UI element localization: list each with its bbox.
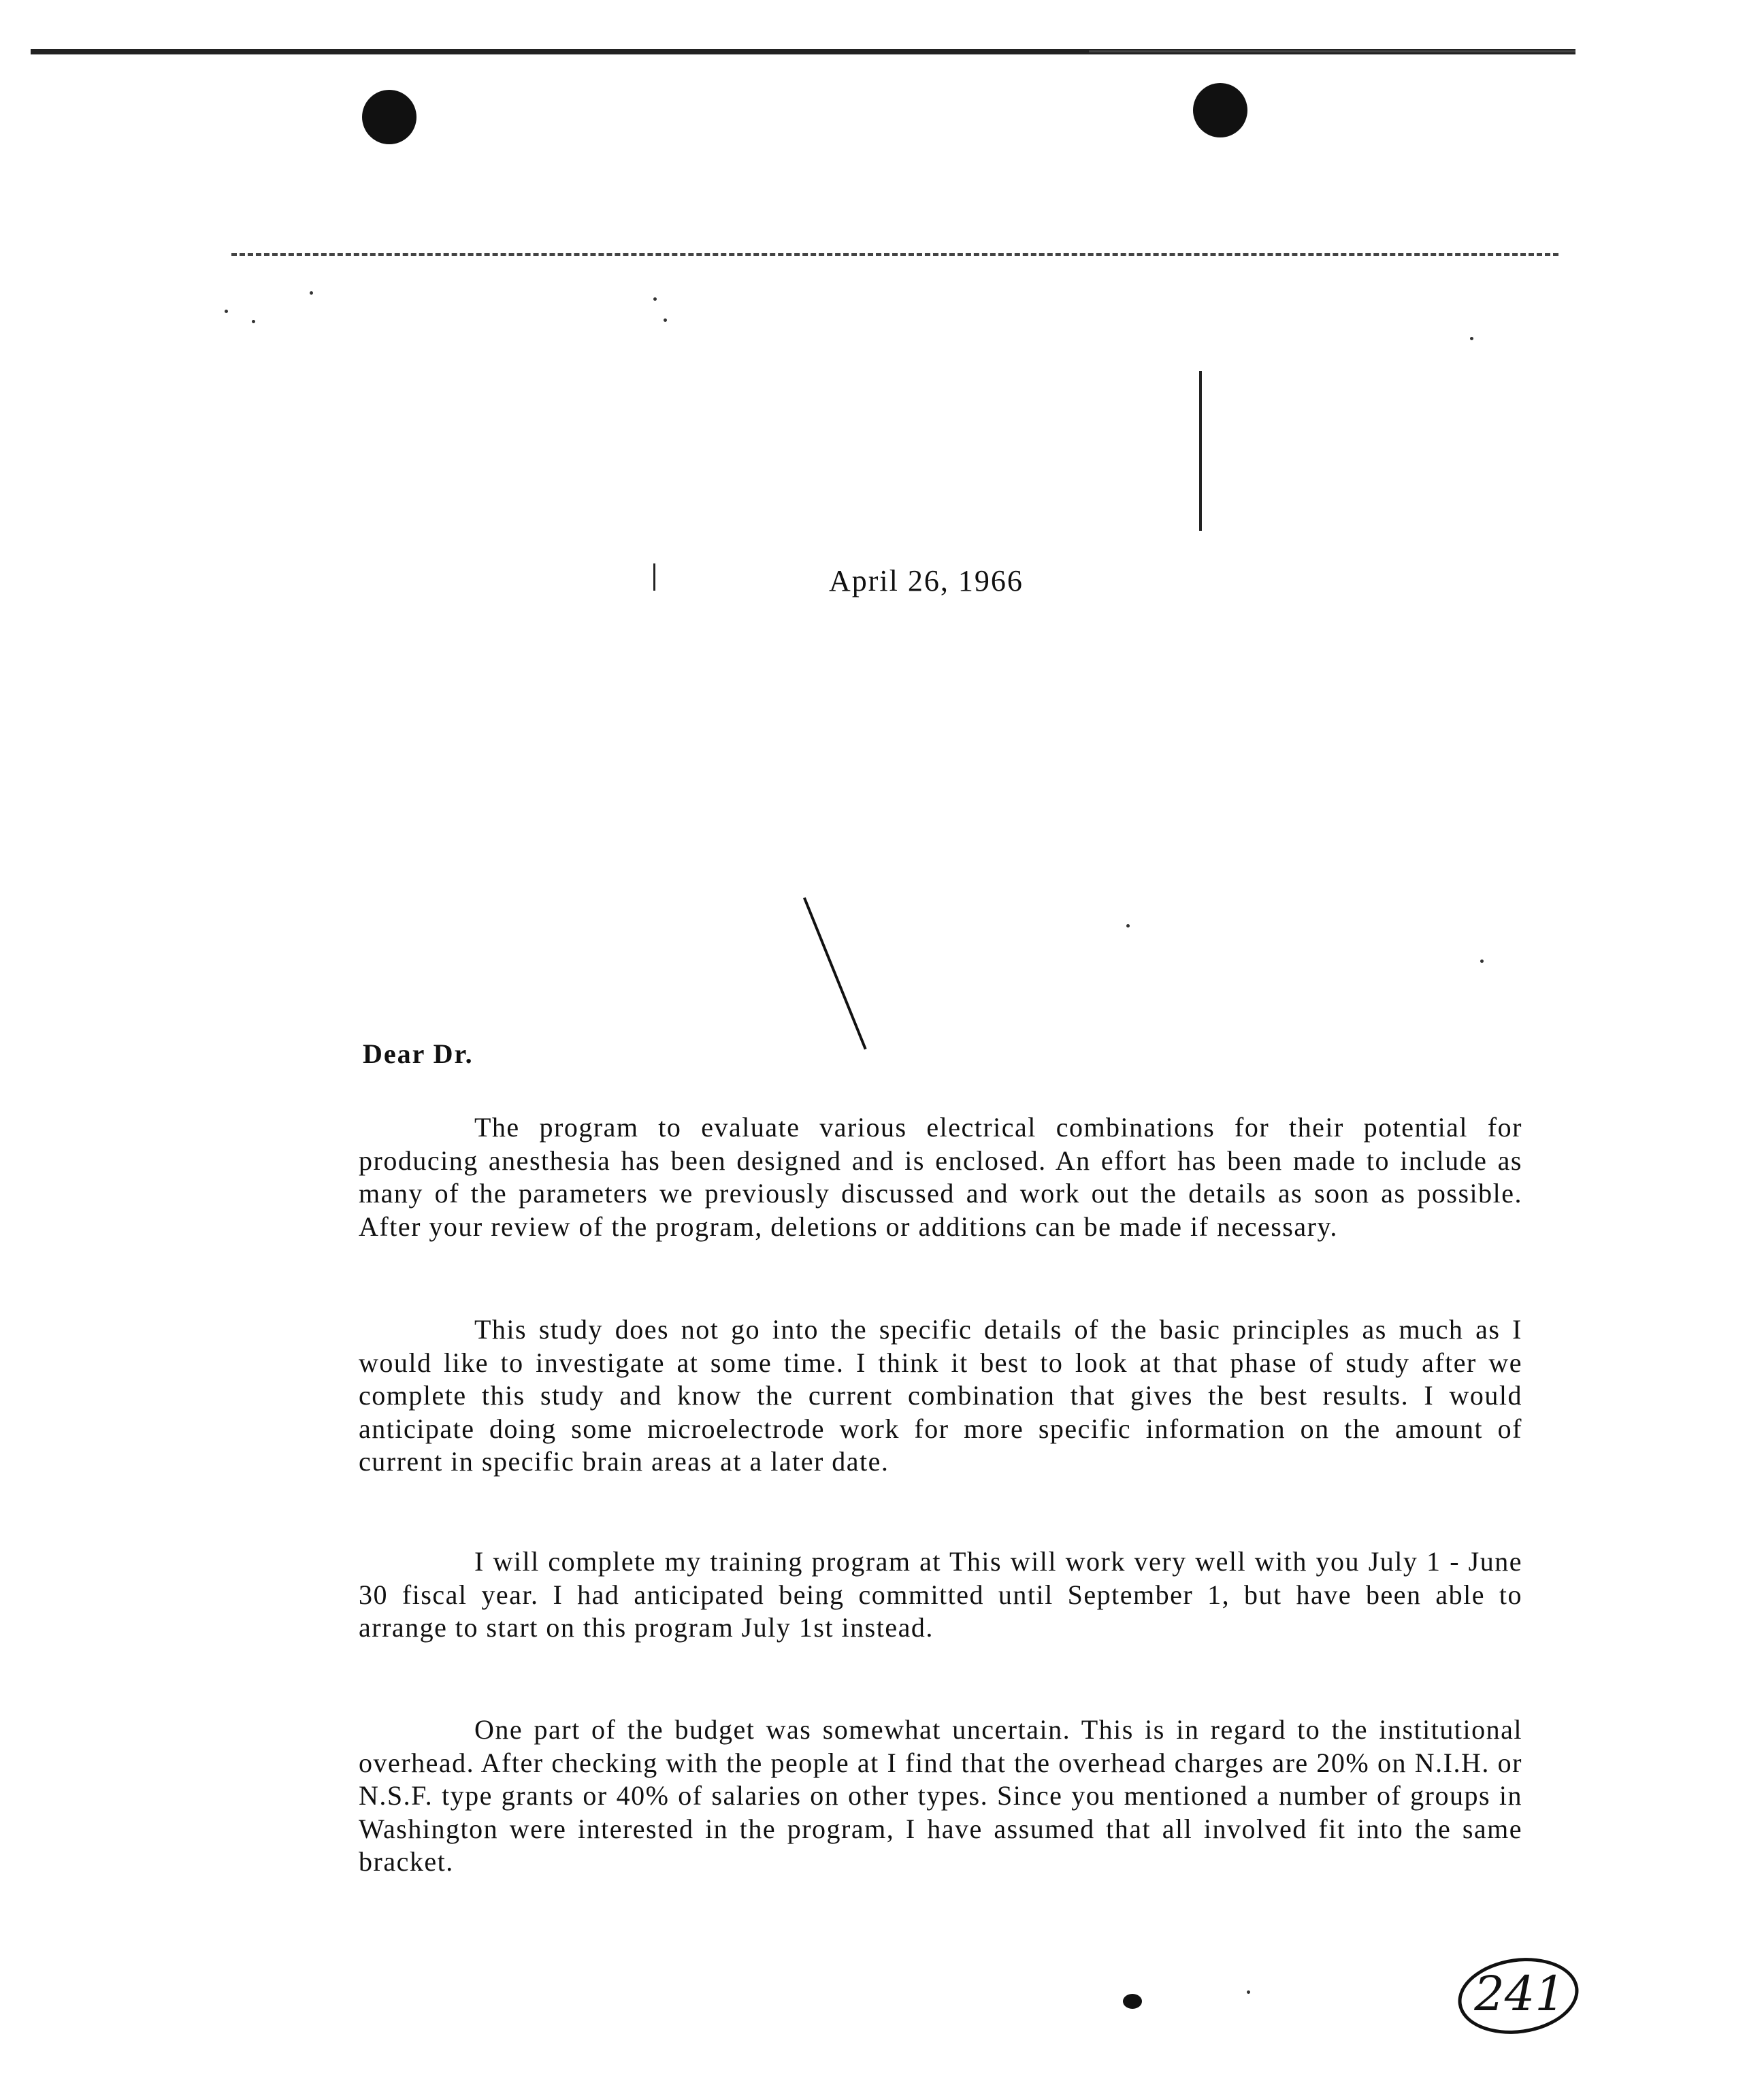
punch-hole-left (362, 90, 416, 144)
redaction-tick-mark (653, 563, 655, 591)
redaction-bar-mark (1199, 371, 1202, 531)
top-border-rule-thin (1089, 50, 1575, 52)
speck (664, 318, 667, 322)
page-number: 241 (1474, 1966, 1565, 2022)
speck (225, 310, 228, 313)
letter-paragraph-4: One part of the budget was somewhat uncertain. This is in regard to the institutional overhead. After checking with the people at I find that the overhead charges are 20% on N.I.H. or N.S.F. type grants or 40% of salaries on other types. Since you mentioned a number of groups in Washington were interested in the program, I have assumed that all involved fit into the same bracket. (359, 1714, 1522, 1877)
letter-salutation: Dear Dr. (363, 1038, 474, 1069)
letter-paragraph-1: The program to evaluate various electrical combinations for their potential for producing anesthesia has been designed and is enclosed. An effort has been made to include as many of the parameters we previously discussed and work out the details as soon as possible. After your review of the program, deletions or additions can be made if necessary. (359, 1112, 1522, 1242)
speck (1480, 960, 1484, 963)
speck (1247, 1990, 1250, 1994)
pen-stroke-mark (803, 898, 867, 1050)
speck (310, 291, 313, 295)
speck (1126, 924, 1130, 928)
ink-blot (1123, 1994, 1142, 2009)
letter-paragraph-3: I will complete my training program at This will work very well with you July 1 - June 30 fiscal year. I had anticipated being committed until September 1, but have been able to arrange to start on this program July 1st instead. (359, 1546, 1522, 1643)
letter-paragraph-2: This study does not go into the specific details of the basic principles as much as I would like to investigate at some time. I think it best to look at that phase of study after we complete this study and know the current combination that gives the best results. I would anticipate doing some microelectrode work for more specific information on the amount of current in specific brain areas at a later date. (359, 1314, 1522, 1477)
speck (1470, 337, 1473, 340)
punch-hole-right (1193, 83, 1247, 137)
letter-date: April 26, 1966 (829, 564, 1024, 597)
speck (653, 297, 657, 301)
speck (252, 320, 255, 323)
dashed-redaction-line (231, 253, 1558, 256)
